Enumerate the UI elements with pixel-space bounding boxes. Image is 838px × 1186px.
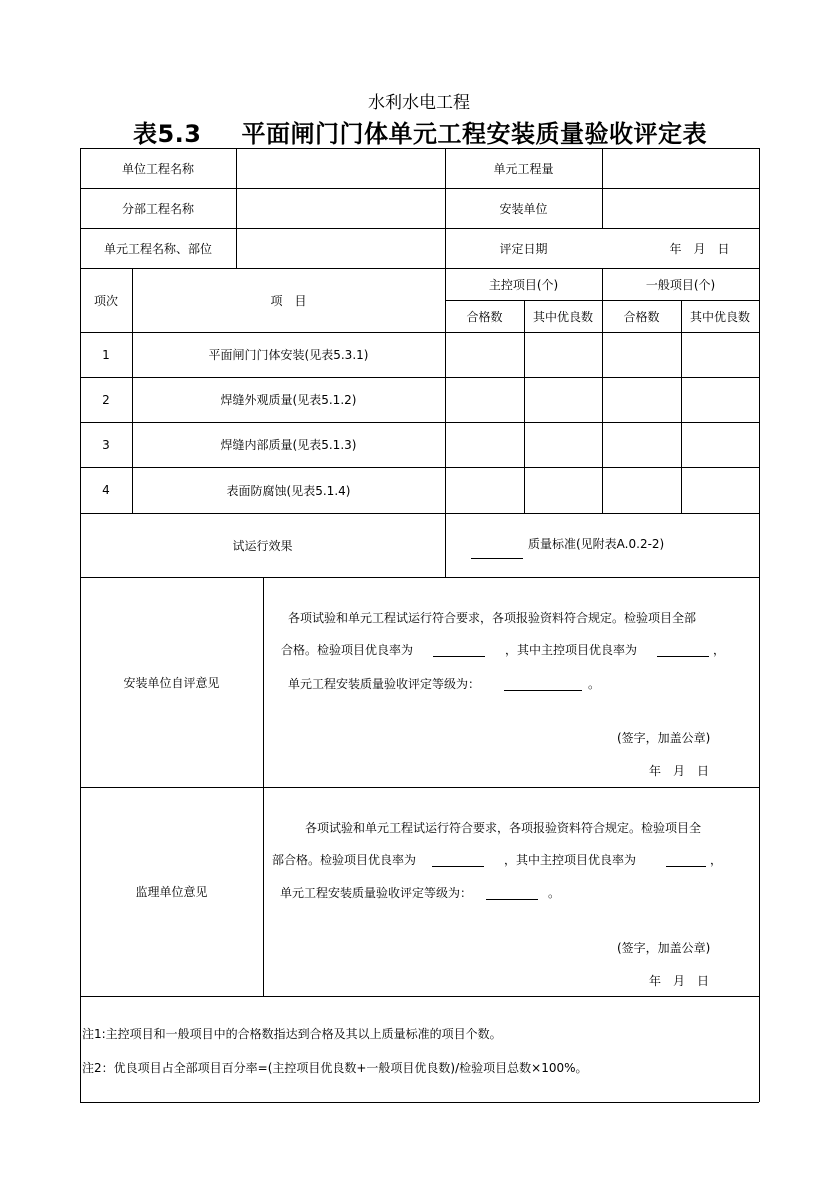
- supervision-opinion-line3: [280, 886, 560, 900]
- supervision-grade-label: 单元工程安装质量验收评定等级为：: [280, 886, 473, 900]
- row-item: 表面防腐蚀(见表5.1.4): [226, 483, 351, 498]
- col-item-header: 项 目: [270, 293, 307, 308]
- supervision-date: 年 月 日: [649, 974, 710, 988]
- install-opinion-line1: 各项试验和单元工程试运行符合要求，各项报验资料符合规定。检验项目全部: [288, 611, 697, 625]
- supervision-opinion-line2: [272, 853, 722, 867]
- supervision-excellent-rate-blank[interactable]: [432, 854, 484, 867]
- install-opinion-line3: [288, 677, 600, 691]
- install-unit-value[interactable]: [602, 188, 759, 228]
- supervision-grade-blank[interactable]: [486, 887, 538, 900]
- row-seq: 4: [102, 483, 110, 497]
- supervision-opinion-line1: 各项试验和单元工程试运行符合要求，各项报验资料符合规定。检验项目全: [305, 821, 702, 835]
- supervision-line3-end: 。: [548, 886, 561, 900]
- install-date: 年 月 日: [649, 764, 710, 778]
- general-excellent-count-header: 其中优良数: [689, 309, 750, 324]
- sub-project-name-label: 分部工程名称: [121, 201, 194, 216]
- evaluation-date-label: 评定日期: [499, 241, 548, 256]
- unit-work-quantity-label: 单元工程量: [493, 161, 554, 176]
- install-line2-end: ，: [713, 643, 726, 657]
- row-seq: 3: [102, 437, 110, 452]
- row-item: 平面闸门门体安装(见表5.3.1): [208, 348, 369, 362]
- note-2: 注2：优良项目占全部项目百分率=(主控项目优良数+一般项目优良数)/检验项目总数×100%。: [82, 1061, 588, 1075]
- install-main-rate-label: ，其中主控项目优良率为: [505, 643, 638, 657]
- sub-project-name-value[interactable]: [236, 188, 445, 228]
- supervision-opinion-label: 监理单位意见: [135, 885, 208, 899]
- unit-project-name-value[interactable]: [236, 148, 445, 188]
- quality-standard-label: 质量标准(见附表A.0.2-2): [528, 537, 665, 551]
- document-title: [80, 114, 760, 149]
- main-pass-count-header: 合格数: [466, 309, 503, 324]
- supervision-sign: (签字，加盖公章): [617, 941, 711, 955]
- install-grade-label: 单元工程安装质量验收评定等级为：: [288, 677, 481, 691]
- install-excellent-rate-label: 合格。检验项目优良率为: [281, 643, 414, 657]
- evaluation-date-value[interactable]: 年 月 日: [669, 241, 730, 256]
- install-line3-end: 。: [588, 677, 601, 691]
- install-main-rate-blank[interactable]: [657, 644, 709, 657]
- install-sign: (签字，加盖公章): [617, 731, 711, 745]
- general-pass-count-header: 合格数: [623, 309, 660, 324]
- col-seq-header: 项次: [93, 293, 118, 308]
- row-item: 焊缝内部质量(见表5.1.3): [220, 438, 357, 452]
- document-subtitle: 水利水电工程: [368, 93, 470, 113]
- row-seq: 2: [102, 392, 110, 407]
- main-excellent-count-header: 其中优良数: [532, 309, 593, 324]
- install-grade-blank[interactable]: [504, 678, 582, 691]
- table-code: 表5.3: [132, 120, 202, 148]
- trial-run-label: 试运行效果: [232, 538, 293, 553]
- install-unit-label: 安装单位: [499, 201, 548, 216]
- row-item: 焊缝外观质量(见表5.1.2): [220, 393, 357, 407]
- install-opinion-line2: [281, 643, 725, 657]
- supervision-excellent-rate-label: 部合格。检验项目优良率为: [272, 853, 417, 867]
- general-items-group-header: 一般项目(个): [645, 277, 716, 292]
- element-name-location-label: 单元工程名称、部位: [103, 241, 212, 256]
- note-1: 注1:主控项目和一般项目中的合格数指达到合格及其以上质量标准的项目个数。: [82, 1027, 502, 1041]
- supervision-main-rate-blank[interactable]: [666, 854, 706, 867]
- table-title: 平面闸门门体单元工程安装质量验收评定表: [241, 120, 707, 148]
- row-seq: 1: [102, 347, 110, 362]
- install-excellent-rate-blank[interactable]: [433, 644, 485, 657]
- supervision-main-rate-label: ，其中主控项目优良率为: [504, 853, 637, 867]
- unit-work-quantity-value[interactable]: [602, 148, 759, 188]
- element-name-location-value[interactable]: [236, 228, 445, 268]
- supervision-line2-end: ，: [710, 853, 723, 867]
- install-opinion-label: 安装单位自评意见: [123, 675, 220, 690]
- unit-project-name-label: 单位工程名称: [121, 161, 194, 176]
- trial-run-result-blank[interactable]: [471, 546, 523, 559]
- main-items-group-header: 主控项目(个): [488, 277, 559, 292]
